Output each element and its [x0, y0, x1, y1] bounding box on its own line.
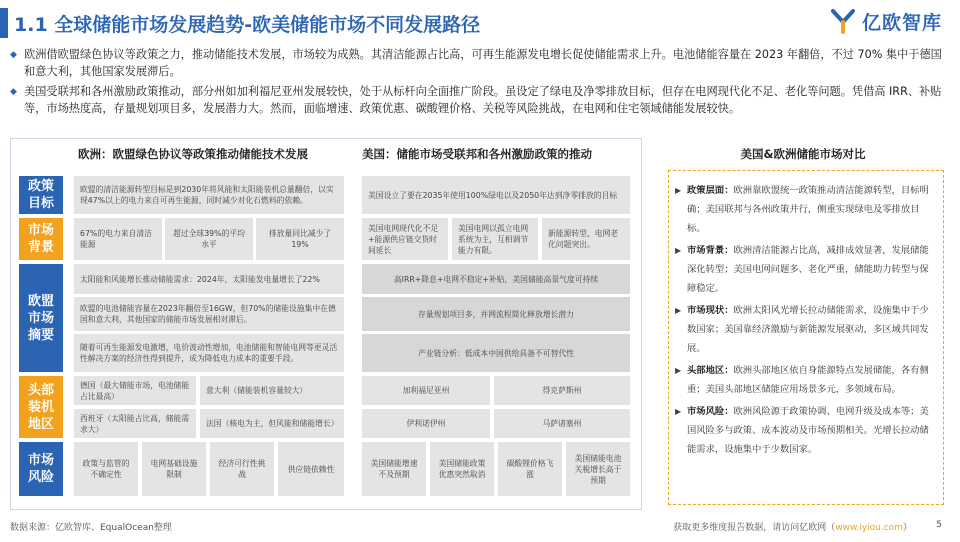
europe-risk-cell: 经济可行性挑战: [210, 442, 274, 496]
bullet-text: 美国受联邦和各州激励政策推动，部分州如加利福尼亚州发展较快，处于从标杆向全面推广阶段。虽设定了绿电及净零排放目标，但存在电网现代化不足、老化等问题。凭借高 IRR、补贴等，市场热度高，存量规划项目多，发展潜力大。然而，面临增速、政策优惠、碳酸锂价格、关税等风险挑战，在电网和住宅领域储能发展较快。: [24, 85, 942, 115]
europe-leader-cell: 意大利（储能装机容量较大）: [200, 376, 344, 405]
usa-risk-cell: 美国储能政策优惠突然取消: [430, 442, 494, 496]
data-source: 数据来源：亿欧智库、EqualOcean整理: [10, 523, 172, 533]
bullet-text: 欧洲借欧盟绿色协议等政策之力，推动储能技术发展，市场较为成熟。其清洁能源占比高，可再生能源发电增长促使储能需求上升。电池储能容量在 2023 年翻倍，不过 70% 集中于德国和意大利，其他国家发展滞后。: [24, 48, 942, 78]
compare-item-head: 政策层面：: [687, 185, 734, 196]
compare-title: 美国&欧洲储能市场对比: [740, 147, 866, 161]
europe-policy-cell: 欧盟的清洁能源转型目标是到2030年将风能和太阳能装机总量翻倍，以实现47%以上的电力来自可再生能源，同时减少对化石燃料的依赖。: [74, 176, 344, 214]
row-label-market: 市场背景: [19, 218, 63, 260]
compare-box: [668, 170, 944, 505]
usa-risk-cell: 美国储能增速不及预期: [362, 442, 426, 496]
row-label-risk: 市场风险: [19, 442, 63, 496]
usa-market-cell: 美国电网现代化不足+能源供应链交货时间延长: [362, 218, 448, 260]
compare-item-text: 欧洲头部地区依自身能源特点发展储能，各有侧重；美国头部地区储能应用场景多元，多领域布局。: [687, 365, 929, 395]
logo: [830, 6, 942, 36]
usa-risk-cell: 碳酸锂价格飞涨: [498, 442, 562, 496]
usa-leader-cell: 得克萨斯州: [494, 376, 630, 405]
title-bar: [0, 8, 960, 38]
logo-text: 亿欧智库: [861, 11, 942, 34]
row-label-policy: 政策目标: [19, 176, 63, 214]
usa-summary-cell: 存量规划项目多，并网流程简化释放增长潜力: [362, 297, 630, 331]
compare-item-head: 市场现状：: [687, 305, 734, 316]
row-label-summary: 欧盟市场摘要: [19, 264, 63, 372]
usa-leader-cell: 伊利诺伊州: [362, 409, 490, 438]
triangle-bullet-icon: ▶: [675, 186, 682, 195]
europe-summary-cell: 欧盟的电池储能容量在2023年翻倍至16GW，但70%的储能设施集中在德国和意大利，其他国家的储能市场发展相对滞后。: [74, 297, 344, 331]
compare-item: [675, 301, 935, 358]
usa-summary-cell: 产业链分析：低成本中国供给具备不可替代性: [362, 334, 630, 372]
compare-item-text: 欧洲风险源于政策协调、电网升级及成本等；美国风险多与政策、成本波动及市场预期相关。光增长拉动储能需求，设施集中于少数国家。: [687, 406, 929, 455]
compare-item: [675, 361, 935, 399]
compare-item-head: 市场风险：: [687, 406, 734, 417]
europe-leader-cell: 西班牙（太阳能占比高，储能需求大）: [74, 409, 196, 438]
usa-market-cell: 美国电网以孤立电网系统为主，互相调节能力有限。: [452, 218, 538, 260]
intro-bullets: [10, 46, 945, 120]
europe-column-title: 欧洲：欧盟绿色协议等政策推动储能技术发展: [78, 147, 308, 161]
page-title: 1.1 全球储能市场发展趋势-欧美储能市场不同发展路径: [14, 14, 481, 36]
usa-market-cell: 新能源转型，电网老化问题突出。: [542, 218, 630, 260]
usa-leader-cell: 加利福尼亚州: [362, 376, 490, 405]
usa-column-title: 美国：储能市场受联邦和各州激励政策的推动: [362, 147, 592, 161]
europe-summary-cell: 太阳能和风能增长推动储能需求：2024年，太阳能发电量增长了22%: [74, 264, 344, 294]
compare-item: [675, 181, 935, 238]
europe-leader-cell: 德国（最大储能市场，电池储能占比最高）: [74, 376, 196, 405]
footer-cta-text: 获取更多维度报告数据，请访问亿欧网（: [673, 523, 836, 533]
europe-risk-cell: 电网基础设施限制: [142, 442, 206, 496]
footer-cta: [673, 520, 912, 533]
triangle-bullet-icon: ▶: [675, 407, 682, 416]
europe-market-cell: 超过全球39%的平均水平: [165, 218, 253, 260]
triangle-bullet-icon: ▶: [675, 306, 682, 315]
website-link[interactable]: www.iyiou.com: [835, 523, 903, 533]
usa-policy-cell: 美国设立了要在2035年使用100%绿电以及2050年达到净零排放的目标: [362, 176, 630, 214]
compare-item: [675, 402, 935, 459]
compare-item-text: 欧洲靠欧盟统一政策推动清洁能源转型，目标明确；美国联邦与各州政策并行，侧重实现绿电及零排放目标。: [687, 185, 929, 234]
usa-risk-cell: 美国储能电池关税增长高于预期: [566, 442, 630, 496]
usa-leader-cell: 马萨诸塞州: [494, 409, 630, 438]
europe-leader-cell: 法国（核电为主，但风能和储能增长）: [200, 409, 344, 438]
europe-risk-cell: 政策与监管的不确定性: [74, 442, 138, 496]
europe-summary-cell: 随着可再生能源发电激增，电价波动性增加，电池储能和智能电网等更灵活性解决方案的经济性得到提升，成为降低电力成本的重要手段。: [74, 334, 344, 372]
europe-risk-cell: 供应链依赖性: [278, 442, 344, 496]
title-accent: [0, 8, 8, 38]
page-number: 5: [936, 520, 942, 530]
usa-summary-cell: 高IRR+降息+电网不稳定+补贴，美国储能高景气度可持续: [362, 264, 630, 294]
triangle-bullet-icon: ▶: [675, 366, 682, 375]
diamond-bullet-icon: ◆: [10, 87, 17, 97]
compare-item-text: 欧洲清洁能源占比高，减排成效显著，发展储能深化转型；美国电网问题多、老化严重，储能助力转型与保障稳定。: [687, 245, 929, 294]
logo-icon: [830, 8, 856, 34]
row-label-leaders: 头部装机地区: [19, 376, 63, 438]
europe-market-cell: 排放量同比减少了19%: [256, 218, 344, 260]
bullet-item: [10, 83, 945, 117]
compare-item-text: 欧洲太阳风光增长拉动储能需求，设施集中于少数国家；美国靠经济激励与新能源发展驱动，多区域共同发展。: [687, 305, 929, 354]
footer-cta-end: ）: [902, 523, 912, 533]
compare-item-head: 头部地区：: [687, 365, 734, 376]
bullet-item: [10, 46, 945, 80]
europe-market-cell: 67%的电力来自清洁能源: [74, 218, 162, 260]
diamond-bullet-icon: ◆: [10, 50, 17, 60]
triangle-bullet-icon: ▶: [675, 246, 682, 255]
compare-item: [675, 241, 935, 298]
compare-item-head: 市场背景：: [687, 245, 734, 256]
